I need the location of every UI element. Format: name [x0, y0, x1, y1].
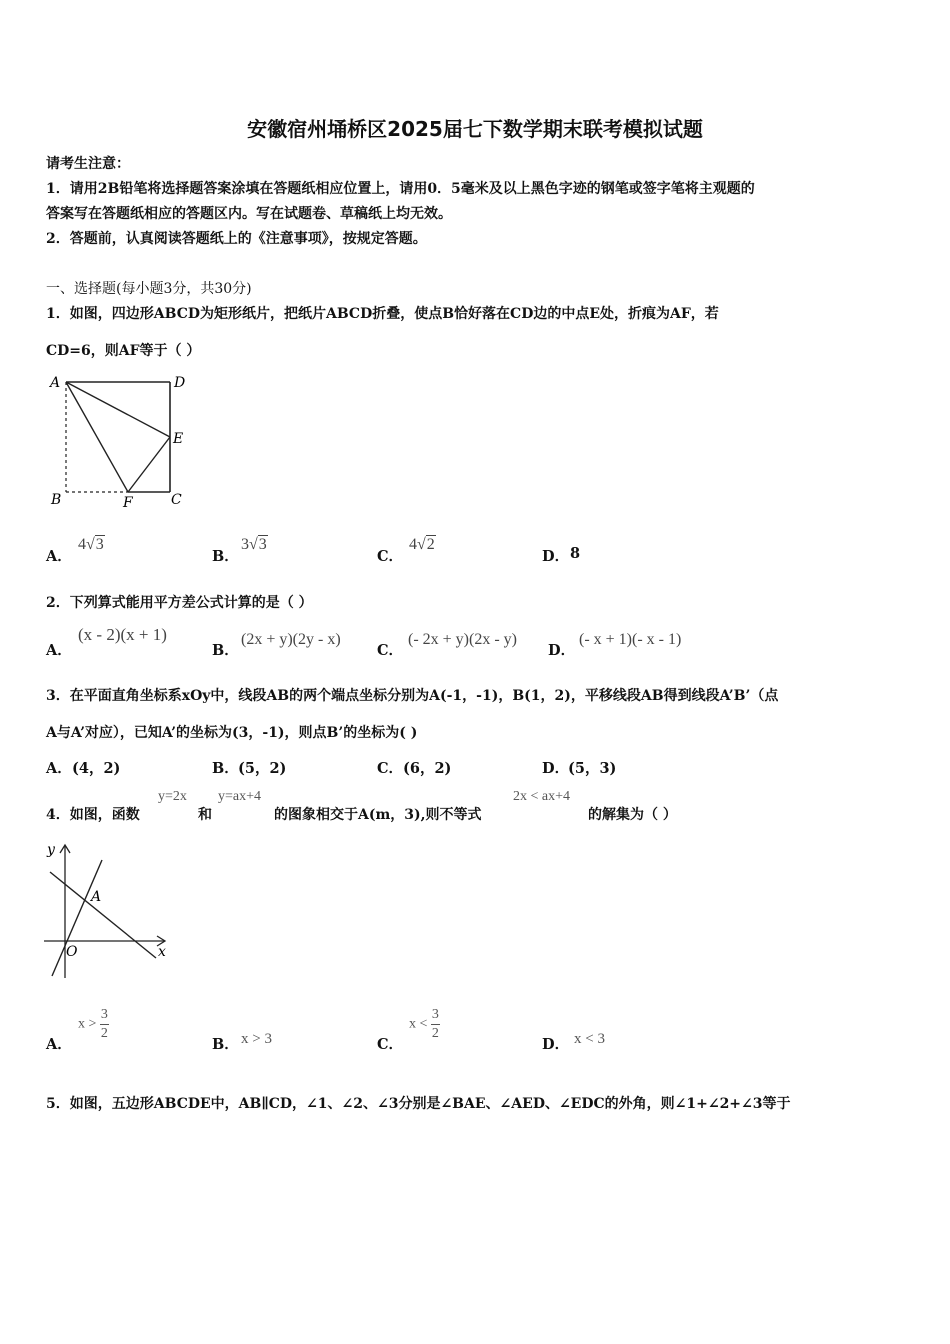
q3-option-a-value: (4，2) — [72, 760, 121, 777]
q3-option-b-value: (5，2) — [238, 760, 287, 777]
q1-option-c-radicand: 2 — [426, 536, 435, 553]
q3-option-d-value: (5，3) — [568, 760, 617, 777]
q1-segment-ef — [128, 437, 170, 492]
q1-label-f: F — [123, 495, 133, 511]
q3-option-c-value: (6，2) — [403, 760, 452, 777]
q4-option-a-den: 2 — [100, 1026, 108, 1041]
q1-label-d: D — [174, 375, 186, 391]
q4-option-a-num: 3 — [100, 1008, 109, 1025]
q2-option-a-expr: (x - 2)(x + 1) — [78, 625, 167, 644]
q4-option-d-letter: D． — [542, 1036, 570, 1053]
q4-stem-part-3: 的图象相交于A(m，3),则不等式 — [274, 807, 482, 823]
q1-option-a-letter: A． — [46, 548, 72, 565]
q1-rectangle-figure — [44, 370, 204, 515]
q1-option-b-letter: B． — [212, 548, 239, 565]
q1-option-c-coef: 4 — [409, 536, 417, 553]
q2-option-d-letter: D． — [548, 642, 576, 659]
q4-option-b-expr: x > 3 — [241, 1031, 272, 1047]
q3-option-a-letter: A． — [46, 760, 72, 777]
q4-option-a-prefix: x > — [78, 1016, 97, 1032]
q1-stem-line-2: CD=6，则AF等于（ ） — [46, 343, 201, 359]
notice-line-1b: 答案写在答题纸相应的答题区内。写在试题卷、草稿纸上均无效。 — [46, 206, 452, 222]
q4-inequality: 2x < ax+4 — [513, 789, 571, 804]
q3-option-b-letter: B． — [212, 760, 239, 777]
q5-stem-line-1: 5．如图，五边形ABCDE中，AB∥CD，∠1、∠2、∠3分别是∠BAE、∠AED、∠EDC的外角，则∠1+∠2+∠3等于 — [46, 1096, 791, 1112]
q1-option-c-value: 4√2 — [409, 536, 435, 553]
q2-option-b-letter: B． — [212, 642, 239, 659]
q4-option-a-fraction — [100, 1008, 109, 1041]
q4-option-c-num: 3 — [431, 1008, 440, 1025]
q4-option-a-expr — [78, 1008, 109, 1041]
q4-stem-part-1: 4．如图，函数 — [46, 807, 140, 823]
q4-graph-figure — [40, 838, 180, 983]
notice-line-1: 1．请用2B铅笔将选择题答案涂填在答题纸相应位置上，请用0．5毫米及以上黑色字迹的钢笔或签字笔将主观题的 — [46, 181, 755, 197]
q2-option-c-expr: (- 2x + y)(2x - y) — [408, 631, 517, 648]
q1-option-b-coef: 3 — [241, 536, 249, 553]
q4-option-c-den: 2 — [431, 1026, 439, 1041]
notice-heading: 请考生注意： — [46, 156, 130, 172]
q2-option-b-expr: (2x + y)(2y - x) — [241, 631, 341, 648]
q1-option-a-value: 4√3 — [78, 536, 104, 553]
q1-label-b: B — [51, 492, 62, 508]
q1-option-b-radicand: 3 — [258, 536, 267, 553]
q1-label-e: E — [173, 431, 184, 447]
q1-option-a-coef: 4 — [78, 536, 86, 553]
q4-label-y: y — [47, 842, 55, 858]
q4-label-x: x — [158, 944, 166, 960]
q4-option-c-letter: C． — [377, 1036, 404, 1053]
q1-option-a-radicand: 3 — [95, 536, 104, 553]
q1-stem-line-1: 1．如图，四边形ABCD为矩形纸片，把纸片ABCD折叠，使点B恰好落在CD边的中点E处，折痕为AF，若 — [46, 306, 719, 322]
q4-option-a-letter: A． — [46, 1036, 72, 1053]
q4-label-a: A — [91, 889, 102, 905]
page-title: 安徽宿州埇桥区2025届七下数学期末联考模拟试题 — [247, 117, 703, 141]
section-heading: 一、选择题(每小题3分，共30分) — [46, 281, 252, 297]
q4-option-c-expr — [409, 1008, 440, 1041]
q1-option-d-value: 8 — [570, 545, 581, 562]
q4-stem-part-4: 的解集为（ ） — [588, 807, 677, 823]
q1-option-b-value: 3√3 — [241, 536, 267, 553]
notice-line-2: 2．答题前，认真阅读答题纸上的《注意事项》，按规定答题。 — [46, 231, 427, 247]
q3-stem-line-2: A与A’对应），已知A’的坐标为(3，-1)，则点B’的坐标为( ) — [46, 725, 418, 741]
q4-stem-part-2: 和 — [198, 807, 212, 823]
q4-function-1: y=2x — [158, 789, 187, 804]
q2-option-c-letter: C． — [377, 642, 404, 659]
q1-label-a: A — [50, 375, 61, 391]
q1-label-c: C — [171, 492, 182, 508]
q2-stem: 2．下列算式能用平方差公式计算的是（ ） — [46, 595, 313, 611]
q2-option-d-expr: (- x + 1)(- x - 1) — [579, 631, 682, 648]
q1-option-d-letter: D． — [542, 548, 570, 565]
q2-option-a-letter: A． — [46, 642, 72, 659]
q3-option-d-letter: D． — [542, 760, 570, 777]
q4-option-c-prefix: x < — [409, 1016, 428, 1032]
q4-option-c-fraction — [431, 1008, 440, 1041]
q4-label-o: O — [66, 944, 78, 960]
q3-option-c-letter: C． — [377, 760, 404, 777]
q4-function-2: y=ax+4 — [218, 789, 262, 804]
q4-option-d-expr: x < 3 — [574, 1031, 605, 1047]
q4-option-b-letter: B． — [212, 1036, 239, 1053]
q3-stem-line-1: 3．在平面直角坐标系xOy中，线段AB的两个端点坐标分别为A(-1，-1)，B(1，2)，平移线段AB得到线段A’B’（点 — [46, 688, 779, 704]
q1-option-c-letter: C． — [377, 548, 404, 565]
